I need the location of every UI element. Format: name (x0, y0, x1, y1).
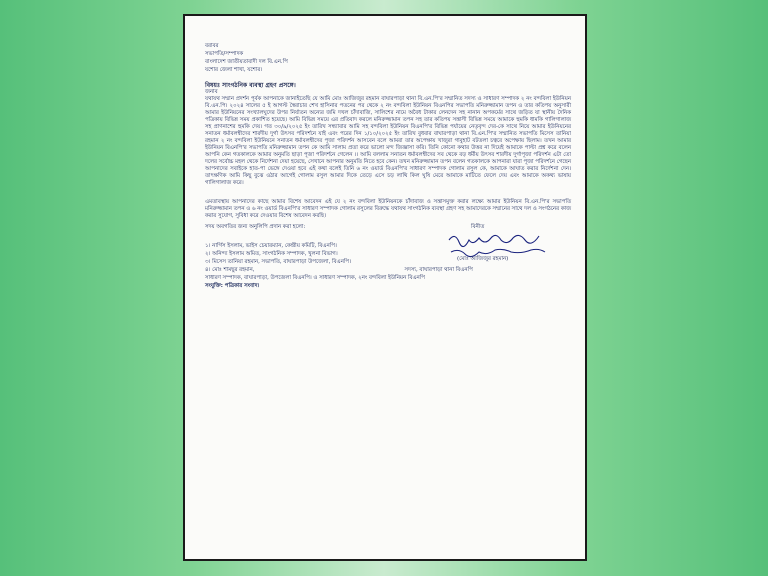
attachment-note: সংযুক্তি: পত্রিকার সংবাদ। (205, 283, 260, 289)
address-to: বরাবর (205, 43, 219, 49)
signer-role-2: ও সাধারণ সম্পাদক, ২নং বন্দবিলা ইউনিয়ন বিএনপি (313, 275, 425, 281)
letter-page (185, 16, 585, 559)
cc-item-name: ৪। মোঃ শামছুর রহমান, (205, 267, 255, 273)
address-organization: বাংলাদেশ জাতীয়তাবাদী দল বি.এন.পি (205, 59, 288, 65)
address-branch: যশোর জেলা শাখা, যশোর। (205, 67, 263, 73)
cc-item: ৩। মিসেস তানিয়া রহমান, সভাপতি, বাঘারপাড়া উপজেলা, বিএনপি। (205, 259, 351, 265)
cc-item: ১। নার্গিস ইসলাম, ভাইস চেয়ারম্যান, কেন্দ্রীয় কমিটি, বিএনপি। (205, 243, 337, 249)
cc-heading: সদয় অবগতির জন্য অনুলিপি প্রদান করা হলো: (205, 224, 306, 230)
signer-name: (মোঃ আজিজুর রহমান) (457, 256, 509, 262)
cc-item-role: সাধারণ সম্পাদক, বাঘারপাড়া, উপজেলা বিএনপি। (205, 275, 312, 281)
body-paragraph-2: এমতাবস্থায় আপনাদের কাছে আমার বিশেষ আবেদন এই যে ২ নং বন্দবিলা ইউনিয়নকে চাঁদাবাজ ও সন্ত্রাসমুক্ত করার লক্ষ্যে আমার ইউনিয়ন বি.এন.পি'র সভাপতি মনিরুজ্জামান তপন ও ৬ নং ওয়ার্ড বিএনপি'র সাধারণ সম্পাদক গোলাম রসুলের বিরুদ্ধে যথাযথ সাংগঠনিক ব্যবস্থা গ্রহণ সহ আমাদেরকে সম্মানের সাথে দল ও সংগঠনের কাজ করার সুযোগ, সুবিধা করে দেওয়ার বিশেষ আবেদন করছি। (205, 199, 571, 219)
salutation: জনাব (205, 89, 218, 95)
cc-item (205, 274, 571, 282)
signature-area (205, 224, 571, 270)
body-paragraph-1: যথাযথ সম্মান প্রদর্শন পূর্বক আপনাকে জানাইতেছি যে আমি মোঃ আজিজুর রহমান বাঘারপাড়া থানা বি.এন.পি'র সম্মানিত সদস্য ও সাধারণ সম্পাদক ২ নং বন্দবিলা ইউনিয়ন বি.এন.পি। ২০২৪ সালের ৫ ই আগস্ট স্বৈরাচার শেখ হাসিনার পতনের পর থেকে ২ নং বন্দবিলা ইউনিয়ন বিএনপির সভাপতি মনিরুজ্জামান তপন ও তার কতিপয় অনুসারী আমার ইউনিয়নের সংখ্যালঘুদের উপর নির্যাতন অন্যের জমি দখল চাঁদাবাজি, সালিশের নামে অবৈধ টাকার লেনদেন সহ নানান অপকর্মের সাথে জড়িত যা স্থানীয় দৈনিক পত্রিকায় বিভিন্ন সময় প্রকাশিত হয়েছে। আমি বিভিন্ন সময়ে এর প্রতিবাদ করলে মনিরুজ্জামান তপন সহ তার কতিপয় সন্ত্রাসী বিভিন্ন সময়ে আমাকে হুমকি ধামকি গালিগালাজ সহ প্রাণনাশের হুমকি দেয়। গত ৩০/৯/২০২৫ ইং তারিখ সন্ধ্যাবার আমি সহ বন্দবিলা ইউনিয়ন বিএনপি'র বিভিন্ন পর্যায়ের নেতৃবৃন্দ দের-কে সাথে নিয়ে আমার ইউনিয়নের সনাতন ধর্মাবলম্বীদের শারদীয় দুর্গা উৎসব পরিদর্শনে যাই এবং পরের দিন ১/১০/২০২৫ ইং তারিখ বুধবার বাঘারপাড়া থানা বি.এন.পি'র সম্মানিত সভাপতি মিসেস তানিয়া রহমান ২ নং বন্দবিলা ইউনিয়নে সনাতন ধর্মাবলম্বীদের পূজা পরিদর্শন আসবেন বলে আমরা তার অপেক্ষায় খাজুরা গাবুহাট বটতলা চত্বরে অপেক্ষায় ছিলাম। তখন আমার ইউনিয়ন বিএনপি'র সভাপতি মনিরুজ্জামান তপন কে আমি সালাম প্রতা করে ভালো মন্দ জিজ্ঞাসা করি। তিনি কোনো কথার উত্তর না দিয়েই আমাকে পাল্টা প্রশ্ন করে বলেন আপনি কেন গতকালকে আমার অনুমতি ছাড়া পূজা পরিদর্শনে গেলেন ।। আমি বললাম সনাতন ধর্মাবলম্বীদের সব থেকে বড় ধর্মীয় উৎসব শারদীয় দুর্গাপূজা পরিদর্শন এটা তো দলের সর্বোচ্চ মহল থেকে নির্দেশনা দেয়া হয়েছে, সেখানে আপনার অনুমতি নিতে হবে কেন। তখন মনিরুজ্জামান তপন বলেন গতকালকে আপনারা যারা পূজা পরিদর্শনে গেছেন আপনাদের সবাইকে হাত-পা ভেঙ্গে দেওয়া হবে এই কথা বলেই তিনি ৬ নং ওয়ার্ড বিএনপি'র সাধারণ সম্পাদক গোলাম রসুল কে, আমাকে আঘাত করার নির্দেশনা দেন। তাৎক্ষণিক আমি কিছু বুঝে ওঠার আগেই গোলাম রসুল আমার দিকে তেড়ে এসে চড় লাথি কিল ঘুষি মেরে আমাকে মাটিতে ফেলে দেয় এবং আমাকে অকথ্য ভাষায় গালিগালাজ করে। (205, 96, 571, 186)
letter-frame (183, 14, 587, 561)
address-designation: সভাপতি/সম্পাদক (205, 51, 244, 57)
recipient-address (205, 42, 571, 74)
signer-role-1: সদস্য, বাঘারপাড়া থানা বিএনপি (404, 267, 473, 273)
letter-subject: বিষয়ঃ সাংগঠনিক ব্যবস্থা গ্রহণ প্রসঙ্গে। (205, 82, 296, 89)
closing-text: বিনীত (471, 224, 485, 230)
cc-item: ২। অনিন্দ্য ইসলাম অমিত, সাংগঠনিক সম্পাদক, খুলনা বিভাগ। (205, 251, 338, 257)
